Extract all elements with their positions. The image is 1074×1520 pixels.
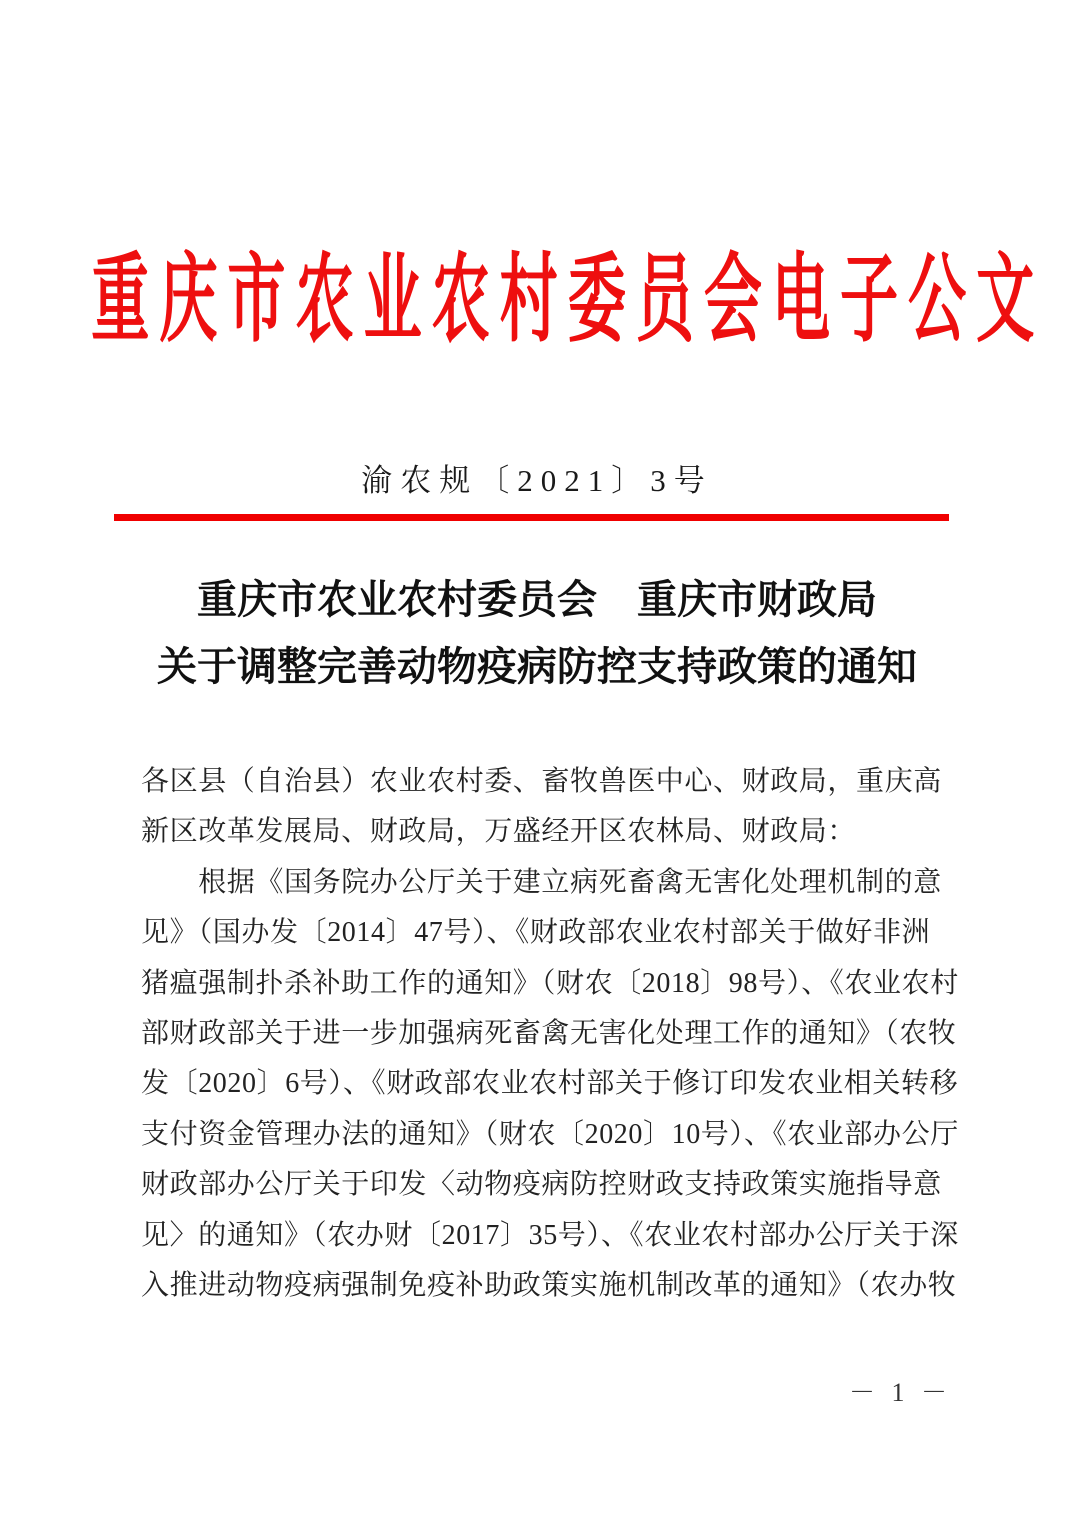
document-title-line-1: 重庆市农业农村委员会 重庆市财政局: [197, 577, 877, 622]
document-title-line-2: 关于调整完善动物疫病防控支持政策的通知: [157, 644, 917, 689]
body-line: 见〉的通知》（农办财〔2017〕35号）、《农业农村部办公厅关于深: [141, 1219, 959, 1251]
page-number: － 1 －: [848, 1378, 952, 1407]
body-line: 发〔2020〕6号）、《财政部农业农村部关于修订印发农业相关转移: [141, 1068, 959, 1100]
body-line: 部财政部关于进一步加强病死畜禽无害化处理工作的通知》（农牧: [141, 1018, 957, 1050]
body-line: 财政部办公厅关于印发〈动物疫病防控财政支持政策实施指导意: [141, 1169, 942, 1201]
body-line: 猪瘟强制扑杀补助工作的通知》（财农〔2018〕98号）、《农业农村: [141, 967, 959, 999]
body-line: 见》（国办发〔2014〕47号）、《财政部农业农村部关于做好非洲: [141, 917, 931, 949]
body-line: 根据《国务院办公厅关于建立病死畜禽无害化处理机制的意: [141, 866, 942, 898]
body-line: 各区县（自治县）农业农村委、畜牧兽医中心、财政局，重庆高: [141, 766, 942, 797]
body-line: 新区改革发展局、财政局，万盛经开区农林局、财政局：: [141, 816, 857, 848]
letterhead-red-rule: [114, 514, 949, 521]
document-number: 渝农规〔2021〕3号: [361, 463, 713, 498]
body-line: 入推进动物疫病强制免疫补助政策实施机制改革的通知》（农办牧: [141, 1270, 957, 1302]
body-line: 支付资金管理办法的通知》（财农〔2020〕10号）、《农业部办公厅: [141, 1118, 959, 1150]
document-body: [141, 757, 959, 1311]
letterhead-banner-title: 重庆市农业农村委员会电子公文: [91, 248, 1045, 355]
document-title: [0, 566, 1074, 700]
